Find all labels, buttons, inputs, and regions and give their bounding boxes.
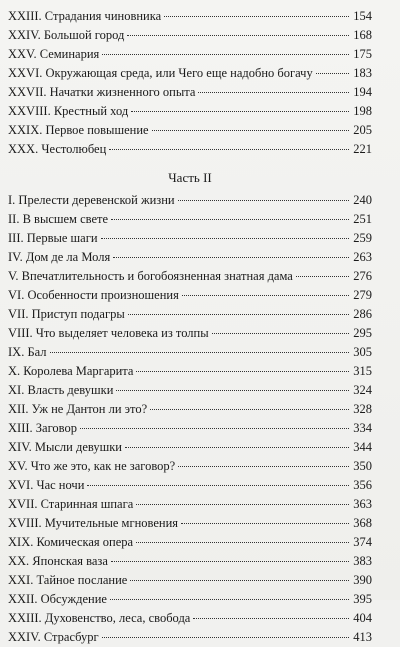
toc-entry-title: II. В высшем свете (8, 212, 109, 226)
toc-entry (8, 495, 372, 514)
toc-entry (8, 229, 372, 248)
leader-dots (125, 446, 349, 448)
toc-entry (8, 45, 372, 64)
toc-entry (8, 419, 372, 438)
toc-entry-page: 344 (353, 440, 372, 454)
toc-entry (8, 286, 372, 305)
toc-entry (8, 609, 372, 628)
toc-entry (8, 191, 372, 210)
toc-entry (8, 533, 372, 552)
leader-dots (50, 351, 349, 353)
leader-dots (182, 294, 349, 296)
toc-entry-page: 395 (353, 592, 372, 606)
leader-dots (116, 389, 349, 391)
leader-dots (181, 522, 349, 524)
toc-entry-title: XXIII. Страдания чиновника (8, 9, 162, 23)
toc-entry-title: V. Впечатлительность и богобоязненная знатная дама (8, 269, 293, 283)
leader-dots (87, 484, 349, 486)
leader-dots (178, 465, 349, 467)
toc-entry-title: XX. Японская ваза (8, 554, 108, 568)
toc-entry-title: XXVIII. Крестный ход (8, 104, 129, 118)
toc-entry-title: IX. Бал (8, 345, 47, 359)
toc-entry-title: XI. Власть девушки (8, 383, 114, 397)
toc-entry-title: XXV. Семинария (8, 47, 100, 61)
toc-entry-title: XVII. Старинная шпага (8, 497, 134, 511)
toc-entry-page: 368 (353, 516, 372, 530)
toc-entry (8, 305, 372, 324)
toc-entry-title: XIII. Заговор (8, 421, 77, 435)
toc-entry (8, 476, 372, 495)
toc-entry-title: XIV. Мысли девушки (8, 440, 122, 454)
toc-entry (8, 514, 372, 533)
toc-entry-page: 305 (353, 345, 372, 359)
toc-entry-page: 194 (353, 85, 372, 99)
toc-entry-title: XXII. Обсуждение (8, 592, 107, 606)
leader-dots (136, 503, 349, 505)
leader-dots (130, 579, 349, 581)
leader-dots (80, 427, 349, 429)
toc-entry (8, 102, 372, 121)
toc-entry-title: IV. Дом де ла Моля (8, 250, 111, 264)
part1-entries (8, 7, 372, 159)
leader-dots (136, 541, 349, 543)
toc-entry-title: I. Прелести деревенской жизни (8, 193, 175, 207)
leader-dots (111, 560, 349, 562)
toc-entry (8, 590, 372, 609)
leader-dots (131, 110, 349, 112)
leader-dots (212, 332, 349, 334)
leader-dots (109, 148, 349, 150)
leader-dots (150, 408, 349, 410)
leader-dots (178, 199, 349, 201)
toc-entry (8, 83, 372, 102)
toc-entry-page: 383 (353, 554, 372, 568)
toc-entry-title: XII. Уж не Дантон ли это? (8, 402, 148, 416)
toc-entry-page: 259 (353, 231, 372, 245)
toc-entry-page: 286 (353, 307, 372, 321)
leader-dots (127, 34, 349, 36)
toc-entry-page: 276 (353, 269, 372, 283)
toc-entry-title: VI. Особенности произношения (8, 288, 179, 302)
toc-entry (8, 457, 372, 476)
leader-dots (113, 256, 349, 258)
toc-entry-title: XV. Что же это, как не заговор? (8, 459, 176, 473)
part2-entries (8, 191, 372, 647)
toc-entry-page: 221 (353, 142, 372, 156)
toc-entry-page: 413 (353, 630, 372, 644)
toc-entry (8, 210, 372, 229)
toc-entry (8, 140, 372, 159)
leader-dots (102, 636, 349, 638)
leader-dots (164, 15, 349, 17)
toc-entry (8, 552, 372, 571)
toc-entry (8, 7, 372, 26)
toc-entry-page: 328 (353, 402, 372, 416)
toc-entry-page: 315 (353, 364, 372, 378)
toc-entry-page: 279 (353, 288, 372, 302)
toc-entry-title: XXIV. Большой город (8, 28, 125, 42)
leader-dots (110, 598, 349, 600)
toc-entry-title: XXVII. Начатки жизненного опыта (8, 85, 196, 99)
toc-entry-page: 168 (353, 28, 372, 42)
toc-entry-title: VII. Приступ подагры (8, 307, 125, 321)
part-heading: Часть II (168, 170, 212, 185)
toc-entry-page: 404 (353, 611, 372, 625)
leader-dots (152, 129, 349, 131)
toc-entry-title: XXI. Тайное послание (8, 573, 128, 587)
leader-dots (102, 53, 349, 55)
toc-entry-title: XVI. Час ночи (8, 478, 85, 492)
toc-entry (8, 362, 372, 381)
toc-entry-title: XXIX. Первое повышение (8, 123, 149, 137)
toc-entry (8, 121, 372, 140)
toc-entry (8, 324, 372, 343)
toc-entry-title: III. Первые шаги (8, 231, 98, 245)
toc-entry-page: 175 (353, 47, 372, 61)
toc-entry-page: 334 (353, 421, 372, 435)
toc-entry-page: 251 (353, 212, 372, 226)
leader-dots (316, 72, 349, 74)
leader-dots (128, 313, 349, 315)
toc-entry-page: 356 (353, 478, 372, 492)
toc-entry (8, 248, 372, 267)
leader-dots (296, 275, 349, 277)
toc-entry (8, 64, 372, 83)
toc-entry-page: 263 (353, 250, 372, 264)
toc-entry-title: XXIV. Страсбург (8, 630, 99, 644)
leader-dots (136, 370, 349, 372)
toc-entry-page: 205 (353, 123, 372, 137)
toc-entry-page: 240 (353, 193, 372, 207)
toc-entry-page: 324 (353, 383, 372, 397)
toc-entry-page: 295 (353, 326, 372, 340)
toc-entry (8, 400, 372, 419)
toc-entry-page: 390 (353, 573, 372, 587)
toc-entry (8, 628, 372, 647)
toc-entry-page: 154 (353, 9, 372, 23)
toc-entry (8, 26, 372, 45)
toc-entry-page: 183 (353, 66, 372, 80)
toc-entry-page: 363 (353, 497, 372, 511)
leader-dots (198, 91, 349, 93)
toc-entry-title: X. Королева Маргарита (8, 364, 134, 378)
toc-entry (8, 267, 372, 286)
toc-entry-page: 374 (353, 535, 372, 549)
toc-entry-title: XVIII. Мучительные мгновения (8, 516, 179, 530)
toc-entry-title: XXVI. Окружающая среда, или Чего еще надобно богачу (8, 66, 313, 80)
toc-entry-title: XIX. Комическая опера (8, 535, 134, 549)
toc-entry (8, 571, 372, 590)
toc-entry-page: 198 (353, 104, 372, 118)
toc-entry-title: XXX. Честолюбец (8, 142, 107, 156)
toc-entry-title: XXIII. Духовенство, леса, свобода (8, 611, 191, 625)
toc-entry (8, 438, 372, 457)
toc-entry (8, 343, 372, 362)
table-of-contents (8, 0, 372, 647)
toc-entry-title: VIII. Что выделяет человека из толпы (8, 326, 209, 340)
toc-entry (8, 381, 372, 400)
leader-dots (111, 218, 349, 220)
leader-dots (101, 237, 349, 239)
leader-dots (193, 617, 349, 619)
toc-entry-page: 350 (353, 459, 372, 473)
